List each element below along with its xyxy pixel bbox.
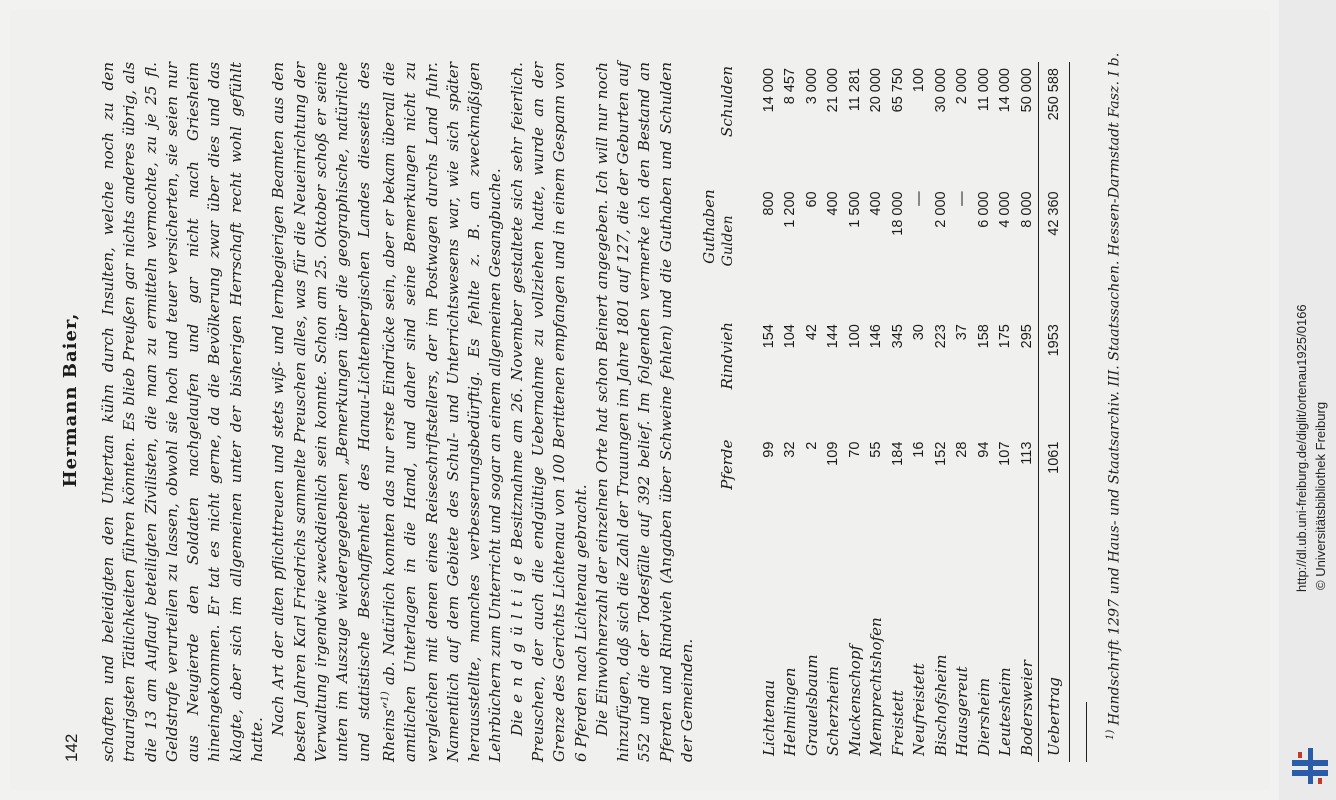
table-row <box>995 62 1017 762</box>
schulden-cell: 65 750 <box>889 68 906 113</box>
table-row <box>1016 62 1038 762</box>
guthaben-cell: 1 200 <box>782 191 799 228</box>
pferde-cell: 55 <box>868 441 885 458</box>
table-header-pferde: Pferde <box>718 439 736 490</box>
table-row <box>801 62 823 762</box>
table-header-row <box>700 62 758 762</box>
livestock-finance-table <box>700 62 1070 762</box>
schulden-cell: 8 457 <box>782 68 799 105</box>
paragraph-2 <box>268 62 506 762</box>
table-total-row <box>1038 62 1069 762</box>
footnote-rule <box>1086 702 1087 762</box>
guthaben-cell: 4 000 <box>997 191 1014 228</box>
table-row <box>909 62 931 762</box>
rindvieh-cell: 175 <box>997 324 1014 349</box>
place-cell: Helmlingen <box>781 667 800 756</box>
guthaben-cell: — <box>954 191 971 206</box>
table-row <box>866 62 888 762</box>
copyright-notice: © Universitätsbibliothek Freiburg <box>1313 401 1328 590</box>
table-row <box>887 62 909 762</box>
schulden-cell: 11 000 <box>975 68 992 112</box>
page-content <box>10 10 1270 790</box>
schulden-cell: 21 000 <box>825 68 842 113</box>
rindvieh-cell: 104 <box>782 324 799 349</box>
guthaben-cell: 1 500 <box>846 191 863 228</box>
guthaben-cell: 400 <box>825 191 842 216</box>
paragraph-2-text: Nach Art der alten pflichttreuen und stets wiß- und lernbegierigen Beamten aus den besten Jahren Karl Friedrichs sammelte Preuschen alles, was für die Neueinrichtung der Verwaltung irgendwie zweckdienlich sein konnte. Schon am 25. Oktober schoß er seine unten im Auszuge wiedergegebenen „Bemerkungen über die geographische, natürliche und statistische Beschaffenheit des Hanau-Lichtenbergischen Landes diesseits des Rheins“ <box>269 62 398 762</box>
page-number: 142 <box>62 733 81 762</box>
schulden-cell: 20 000 <box>868 68 885 113</box>
footnote-mark: 1) <box>1105 729 1116 740</box>
pferde-cell: 109 <box>825 441 842 466</box>
rindvieh-cell: 42 <box>803 324 820 341</box>
place-cell: Diersheim <box>974 677 993 756</box>
place-cell: Muckenschopf <box>845 645 864 756</box>
schulden-cell: 50 000 <box>1018 68 1035 113</box>
place-cell: Bodersweier <box>1017 660 1036 756</box>
pferde-cell: 32 <box>782 441 799 458</box>
guthaben-label: Guthaben <box>700 189 718 264</box>
paragraph-1: schaften und beleidigten den Untertan kühn durch Insulten, welche noch zu den traurigsten Tätlichkeiten führen könnten. Es blieb Preußen gar nichts anderes übrig, als die 13 am Auflauf beteiligten Zivilisten, die man zu ermitteln vermochte, zu je 25 fl. Geldstrafe verurteilen zu lassen, obwohl sie hoch und teuer versicherten, sie seien nur aus Neugierde den Soldaten nachgelaufen und gar nicht nach Griesheim hineingekommen. Er tat es nicht gerne, da die Bevölkerung zwar über dies und das klagte, aber sich im allgemeinen unter der bisherigen Herrschaft recht wohl gefühlt hatte. <box>99 62 267 762</box>
guthaben-cell: 6 000 <box>975 191 992 228</box>
guthaben-cell: 800 <box>760 191 777 216</box>
viewer-sidebar <box>1279 0 1336 800</box>
pferde-cell: 16 <box>911 441 928 458</box>
total-rindvieh: 1953 <box>1038 318 1069 435</box>
running-head: Hermann Baier, <box>60 312 81 488</box>
pferde-cell: 107 <box>997 441 1014 466</box>
schulden-cell: 3 000 <box>803 68 820 105</box>
total-schulden: 250 588 <box>1038 62 1069 185</box>
table-header-place <box>700 527 758 762</box>
rindvieh-cell: 30 <box>911 324 928 341</box>
place-cell: Leutesheim <box>996 667 1015 756</box>
total-guthaben: 42 360 <box>1038 185 1069 318</box>
total-pferde: 1061 <box>1038 436 1069 527</box>
paragraph-4: Die Einwohnerzahl der einzelnen Orte hat schon Beinert angegeben. Ich will nur noch hinzufügen, daß sich die Zahl der Trauungen im Jahre 1801 auf 127, die der Geburten auf 552 und die der Todesfälle auf 392 belief. Im folgenden vermerke ich den Bestand an Pferden und Rindvieh (Angaben über Schweine fehlen) und die Guthaben und Schulden der Gemeinden. <box>592 62 697 762</box>
rindvieh-cell: 100 <box>846 324 863 349</box>
guthaben-cell: 18 000 <box>889 191 906 236</box>
total-label: Uebertrag <box>1038 527 1069 762</box>
pferde-cell: 113 <box>1018 441 1035 465</box>
paragraph-3: Die e n d g ü l t i g e Besitznahme am 26. November gestaltete sich sehr feierlich. Preuschen, der auch die endgültige Uebernahme zu vollziehen hatte, wurde an der Grenze des Gerichts Lichtenau von 100 Berittenen empfangen und in einem Gespann von 6 Pferden nach Lichtenau gebracht. <box>507 62 590 762</box>
table-row <box>758 62 780 762</box>
body-text <box>98 62 698 762</box>
gulden-subheader: Gulden <box>720 215 736 267</box>
footnote <box>1100 42 1126 762</box>
pferde-cell: 94 <box>975 441 992 458</box>
schulden-cell: 30 000 <box>932 68 949 113</box>
schulden-cell: 100 <box>911 68 928 93</box>
pferde-cell: 152 <box>932 441 949 466</box>
rindvieh-cell: 37 <box>954 324 971 341</box>
place-cell: Hausgereut <box>953 666 972 756</box>
place-cell: Memprechtshofen <box>867 617 886 756</box>
table-row <box>823 62 845 762</box>
place-cell: Bischofsheim <box>931 654 950 756</box>
guthaben-cell: 2 000 <box>932 191 949 228</box>
place-cell: Freistett <box>888 690 907 756</box>
ub-freiburg-logo-icon <box>1290 746 1330 786</box>
rindvieh-cell: 158 <box>975 324 992 349</box>
guthaben-cell: — <box>911 191 928 206</box>
table-header-guthaben <box>700 185 758 318</box>
table-row <box>780 62 802 762</box>
place-cell: Grauelsbaum <box>802 654 821 756</box>
footnote-text: Handschrift 1297 und Haus- und Staatsarchiv. III. Staatssachen. Hessen-Darmstadt Fasz. I b. <box>1106 52 1123 730</box>
table-row <box>844 62 866 762</box>
pferde-cell: 99 <box>760 441 777 458</box>
scanned-page <box>10 10 1270 790</box>
table-body <box>758 62 1069 762</box>
paragraph-2-rest: ab. Natürlich konnten das nur erste Eindrücke sein, aber er bekam überall die amtlichen Unterlagen in die Hand, und daher sind seine Bemerkungen nicht zu vergleichen mit denen eines Reiseschriftstellers, der im Postwagen durchs Land fuhr. Namentlich auf dem Gebiete des Schul- und Unterrichtswesens war, wie sich später herausstellte, manches verbesserungsbedürftig. Es fehlte z. B. an zweckmäßigen Lehrbüchern zum Unterricht und sogar an einem allgemeinen Gesangbuche. <box>379 62 505 762</box>
guthaben-cell: 60 <box>803 191 820 208</box>
place-cell: Scherzheim <box>824 666 843 756</box>
place-cell: Lichtenau <box>759 680 778 756</box>
rindvieh-cell: 146 <box>868 324 885 349</box>
table-row <box>973 62 995 762</box>
schulden-cell: 11 281 <box>846 68 863 112</box>
schulden-cell: 2 000 <box>954 68 971 105</box>
pferde-cell: 184 <box>889 441 906 466</box>
table-row <box>952 62 974 762</box>
schulden-cell: 14 000 <box>997 68 1014 113</box>
rindvieh-cell: 144 <box>825 324 842 349</box>
rindvieh-cell: 223 <box>932 324 949 349</box>
place-cell: Neufreistett <box>910 663 929 756</box>
rindvieh-cell: 154 <box>760 324 777 349</box>
table-header-schulden: Schulden <box>718 66 736 137</box>
rindvieh-cell: 295 <box>1018 324 1035 349</box>
table-row <box>930 62 952 762</box>
guthaben-cell: 8 000 <box>1018 191 1035 228</box>
schulden-cell: 14 000 <box>760 68 777 113</box>
guthaben-cell: 400 <box>868 191 885 216</box>
pferde-cell: 28 <box>954 441 971 458</box>
rindvieh-cell: 345 <box>889 324 906 349</box>
source-url[interactable]: http://dl.ub.uni-freiburg.de/diglit/ortenau1925/0166 <box>1294 304 1309 592</box>
footnote-reference: 1) <box>379 691 391 702</box>
pferde-cell: 2 <box>803 441 820 450</box>
table-header-rindvieh: Rindvieh <box>718 322 736 390</box>
pferde-cell: 70 <box>846 441 863 458</box>
